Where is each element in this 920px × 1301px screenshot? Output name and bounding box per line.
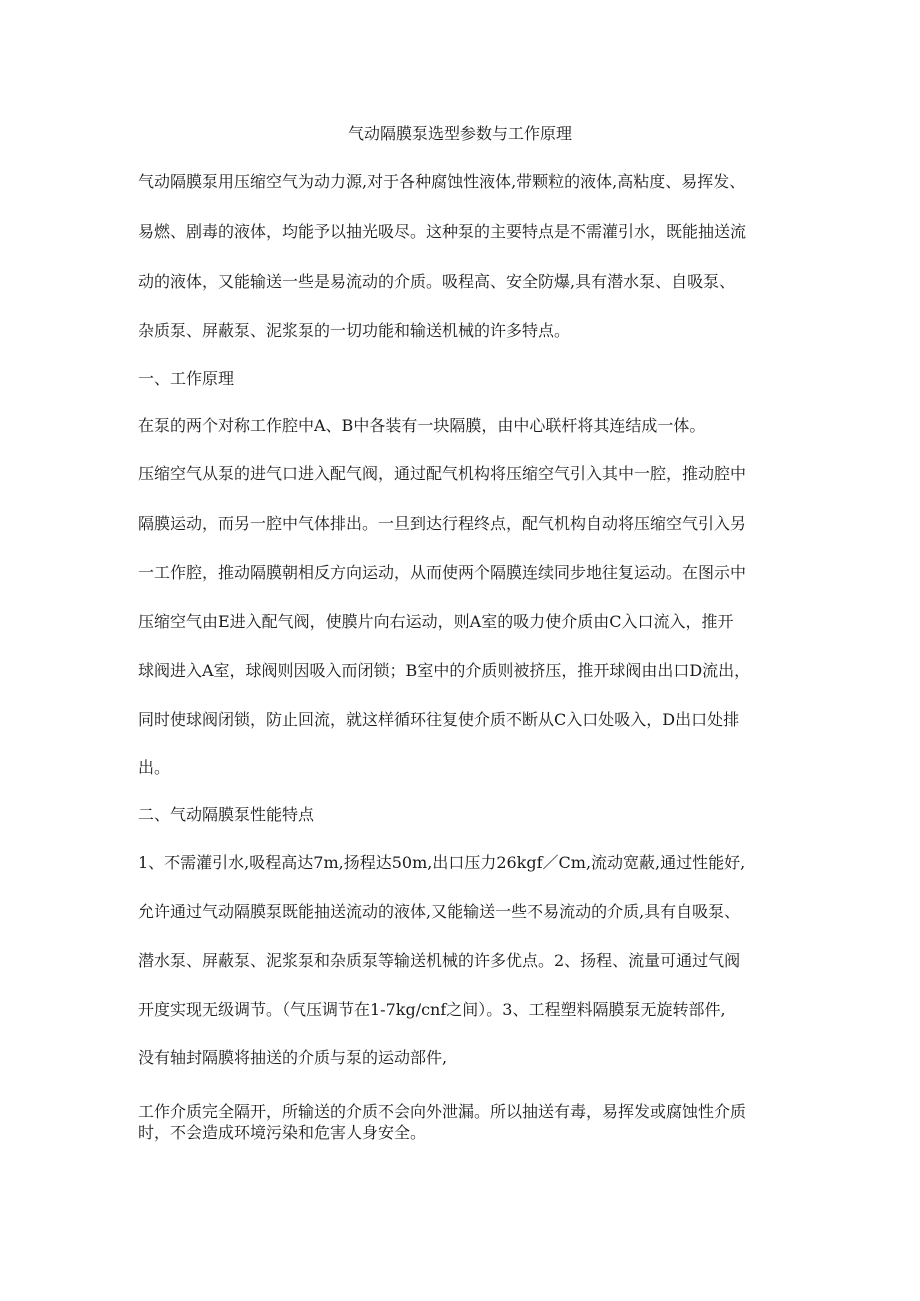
- intro-line-4: 杂质泵、屏蔽泵、泥浆泵的一切功能和输送机械的许多特点。: [138, 321, 571, 340]
- features-line-2: 允许通过气动隔膜泵既能抽送流动的液体,又能输送一些不易流动的介质,具有自吸泵、: [138, 902, 741, 921]
- intro-line-1: 气动隔膜泵用压缩空气为动力源,对于各种腐蚀性液体,带颗粒的液体,高粘度、易挥发、: [138, 172, 746, 191]
- intro-line-2: 易燃、剧毒的液体，均能予以抽光吸尽。这种泵的主要特点是不需灌引水，既能抽送流: [138, 222, 747, 241]
- features-line-1: 1、不需灌引水,吸程高达7m,扬程达50m,出口压力26kgf／Cm,流动宽蔽,通过性能好,: [138, 853, 746, 872]
- features-tail-line-2: 时，不会造成环境污染和危害人身安全。: [138, 1123, 427, 1142]
- principle-line-4: 压缩空气由E进入配气阀，使膜片向右运动，则A室的吸力使介质由C入口流入，推开: [138, 612, 734, 631]
- features-tail-line-1: 工作介质完全隔开，所输送的介质不会向外泄漏。所以抽送有毒，易挥发或腐蚀性介质: [138, 1102, 747, 1121]
- section-heading-working-principle: 一、工作原理: [138, 369, 235, 388]
- features-line-4: 开度实现无级调节。（气压调节在1-7kg/cnf之间）。3、工程塑料隔膜泵无旋转部件,: [138, 1000, 726, 1019]
- principle-line-2: 隔膜运动，而另一腔中气体排出。一旦到达行程终点，配气机构自动将压缩空气引入另: [138, 514, 747, 533]
- principle-line-6: 同时使球阀闭锁，防止回流，就这样循环往复使介质不断从C入口处吸入，D出口处排: [138, 710, 740, 729]
- features-line-5: 没有轴封隔膜将抽送的介质与泵的运动部件,: [138, 1048, 448, 1067]
- intro-line-3: 动的液体，又能输送一些是易流动的介质。吸程高、安全防爆,具有潜水泵、自吸泵、: [138, 272, 736, 291]
- principle-line-7: 出。: [138, 758, 171, 777]
- principle-line-3: 一工作腔，推动隔膜朝相反方向运动，从而使两个隔膜连续同步地往复运动。在图示中: [138, 563, 747, 582]
- document-title: 气动隔膜泵选型参数与工作原理: [347, 124, 572, 143]
- features-line-3: 潜水泵、屏蔽泵、泥浆泵和杂质泵等输送机械的许多优点。2、扬程、流量可通过气阀: [138, 951, 741, 970]
- principle-line-1: 压缩空气从泵的进气口进入配气阀，通过配气机构将压缩空气引入其中一腔，推动腔中: [138, 464, 747, 483]
- principle-paragraph-1: 在泵的两个对称工作腔中A、B中各装有一块隔膜，由中心联杆将其连结成一体。: [138, 416, 706, 435]
- principle-line-5: 球阀进入A室，球阀则因吸入而闭锁；B室中的介质则被挤压，推开球阀由出口D流出，: [138, 661, 751, 680]
- section-heading-features: 二、气动隔膜泵性能特点: [138, 805, 315, 824]
